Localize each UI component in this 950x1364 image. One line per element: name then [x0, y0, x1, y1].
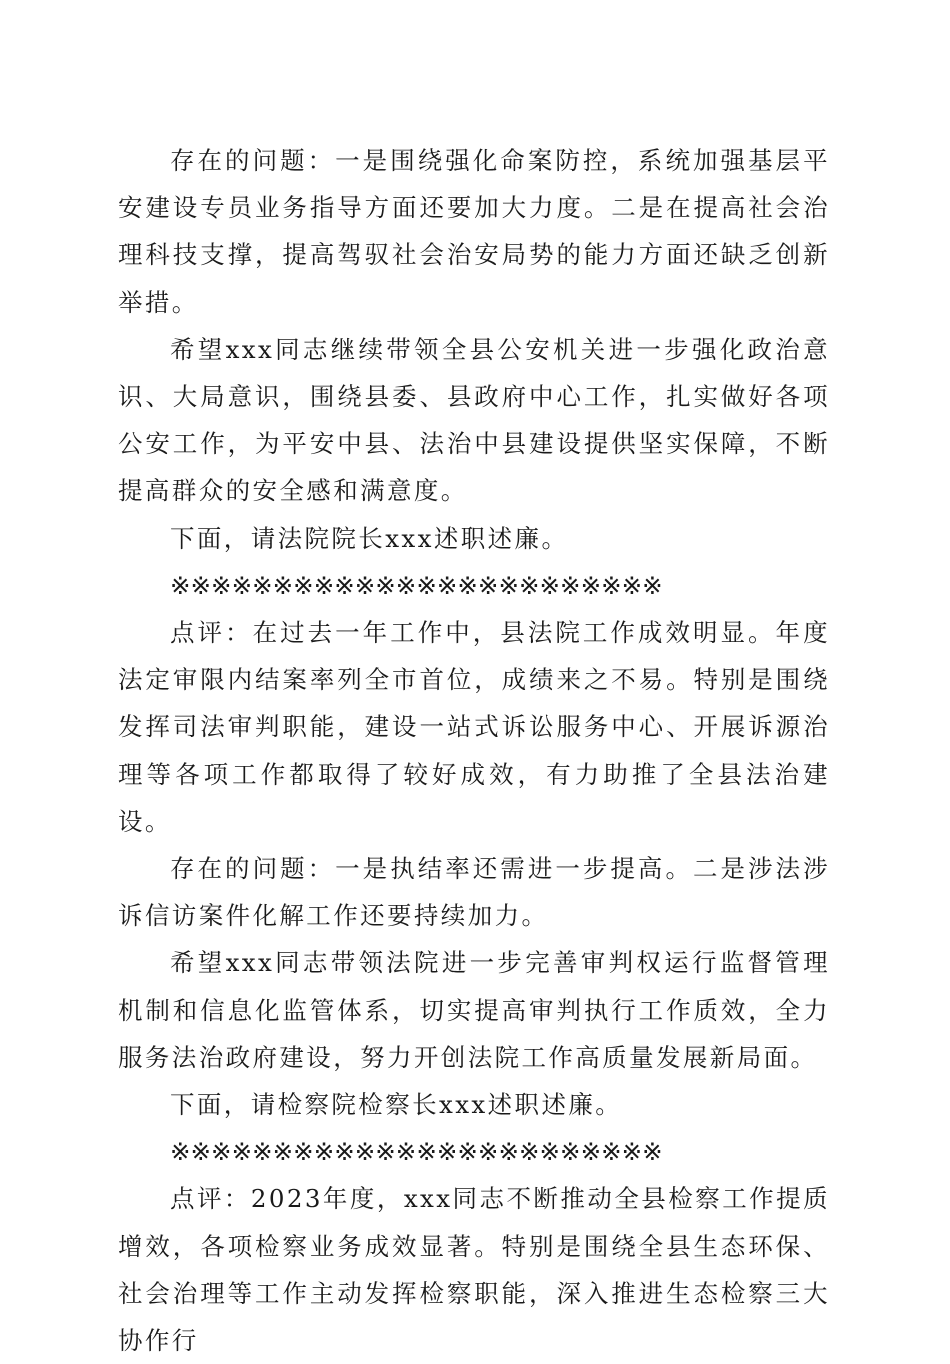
paragraph-procuratorate-review: 点评：2023年度，xxx同志不断推动全县检察工作提质增效，各项检察业务成效显著。特别是围绕全县生态环保、社会治理等工作主动发挥检察职能，深入推进生态检察三大协作行: [118, 1184, 830, 1356]
separator-line: ※※※※※※※※※※※※※※※※※※※※※※※※: [170, 1137, 663, 1167]
paragraph-court-hope: 希望xxx同志带领法院进一步完善审判权运行监督管理机制和信息化监管体系，切实提高审判执行工作质效，全力服务法治政府建设，努力开创法院工作高质量发展新局面。: [118, 948, 830, 1072]
paragraph-police-problems: 存在的问题：一是围绕强化命案防控，系统加强基层平安建设专员业务指导方面还要加大力度。二是在提高社会治理科技支撑，提高驾驭社会治安局势的能力方面还缺乏创新举措。: [118, 146, 830, 317]
paragraph-court-problems: 存在的问题：一是执结率还需进一步提高。二是涉法涉诉信访案件化解工作还要持续加力。: [118, 854, 830, 931]
paragraph-court-intro: 下面，请法院院长xxx述职述廉。: [170, 523, 569, 553]
paragraph-procuratorate-intro: 下面，请检察院检察长xxx述职述廉。: [170, 1090, 623, 1120]
document-body: [118, 137, 830, 1364]
separator-line: ※※※※※※※※※※※※※※※※※※※※※※※※: [170, 570, 663, 600]
paragraph-police-hope: 希望xxx同志继续带领全县公安机关进一步强化政治意识、大局意识，围绕县委、县政府中心工作，扎实做好各项公安工作，为平安中县、法治中县建设提供坚实保障，不断提高群众的安全感和满意度。: [118, 334, 830, 506]
paragraph-court-review: 点评：在过去一年工作中，县法院工作成效明显。年度法定审限内结案率列全市首位，成绩来之不易。特别是围绕发挥司法审判职能，建设一站式诉讼服务中心、开展诉源治理等各项工作都取得了较好成效，有力助推了全县法治建设。: [118, 618, 830, 836]
